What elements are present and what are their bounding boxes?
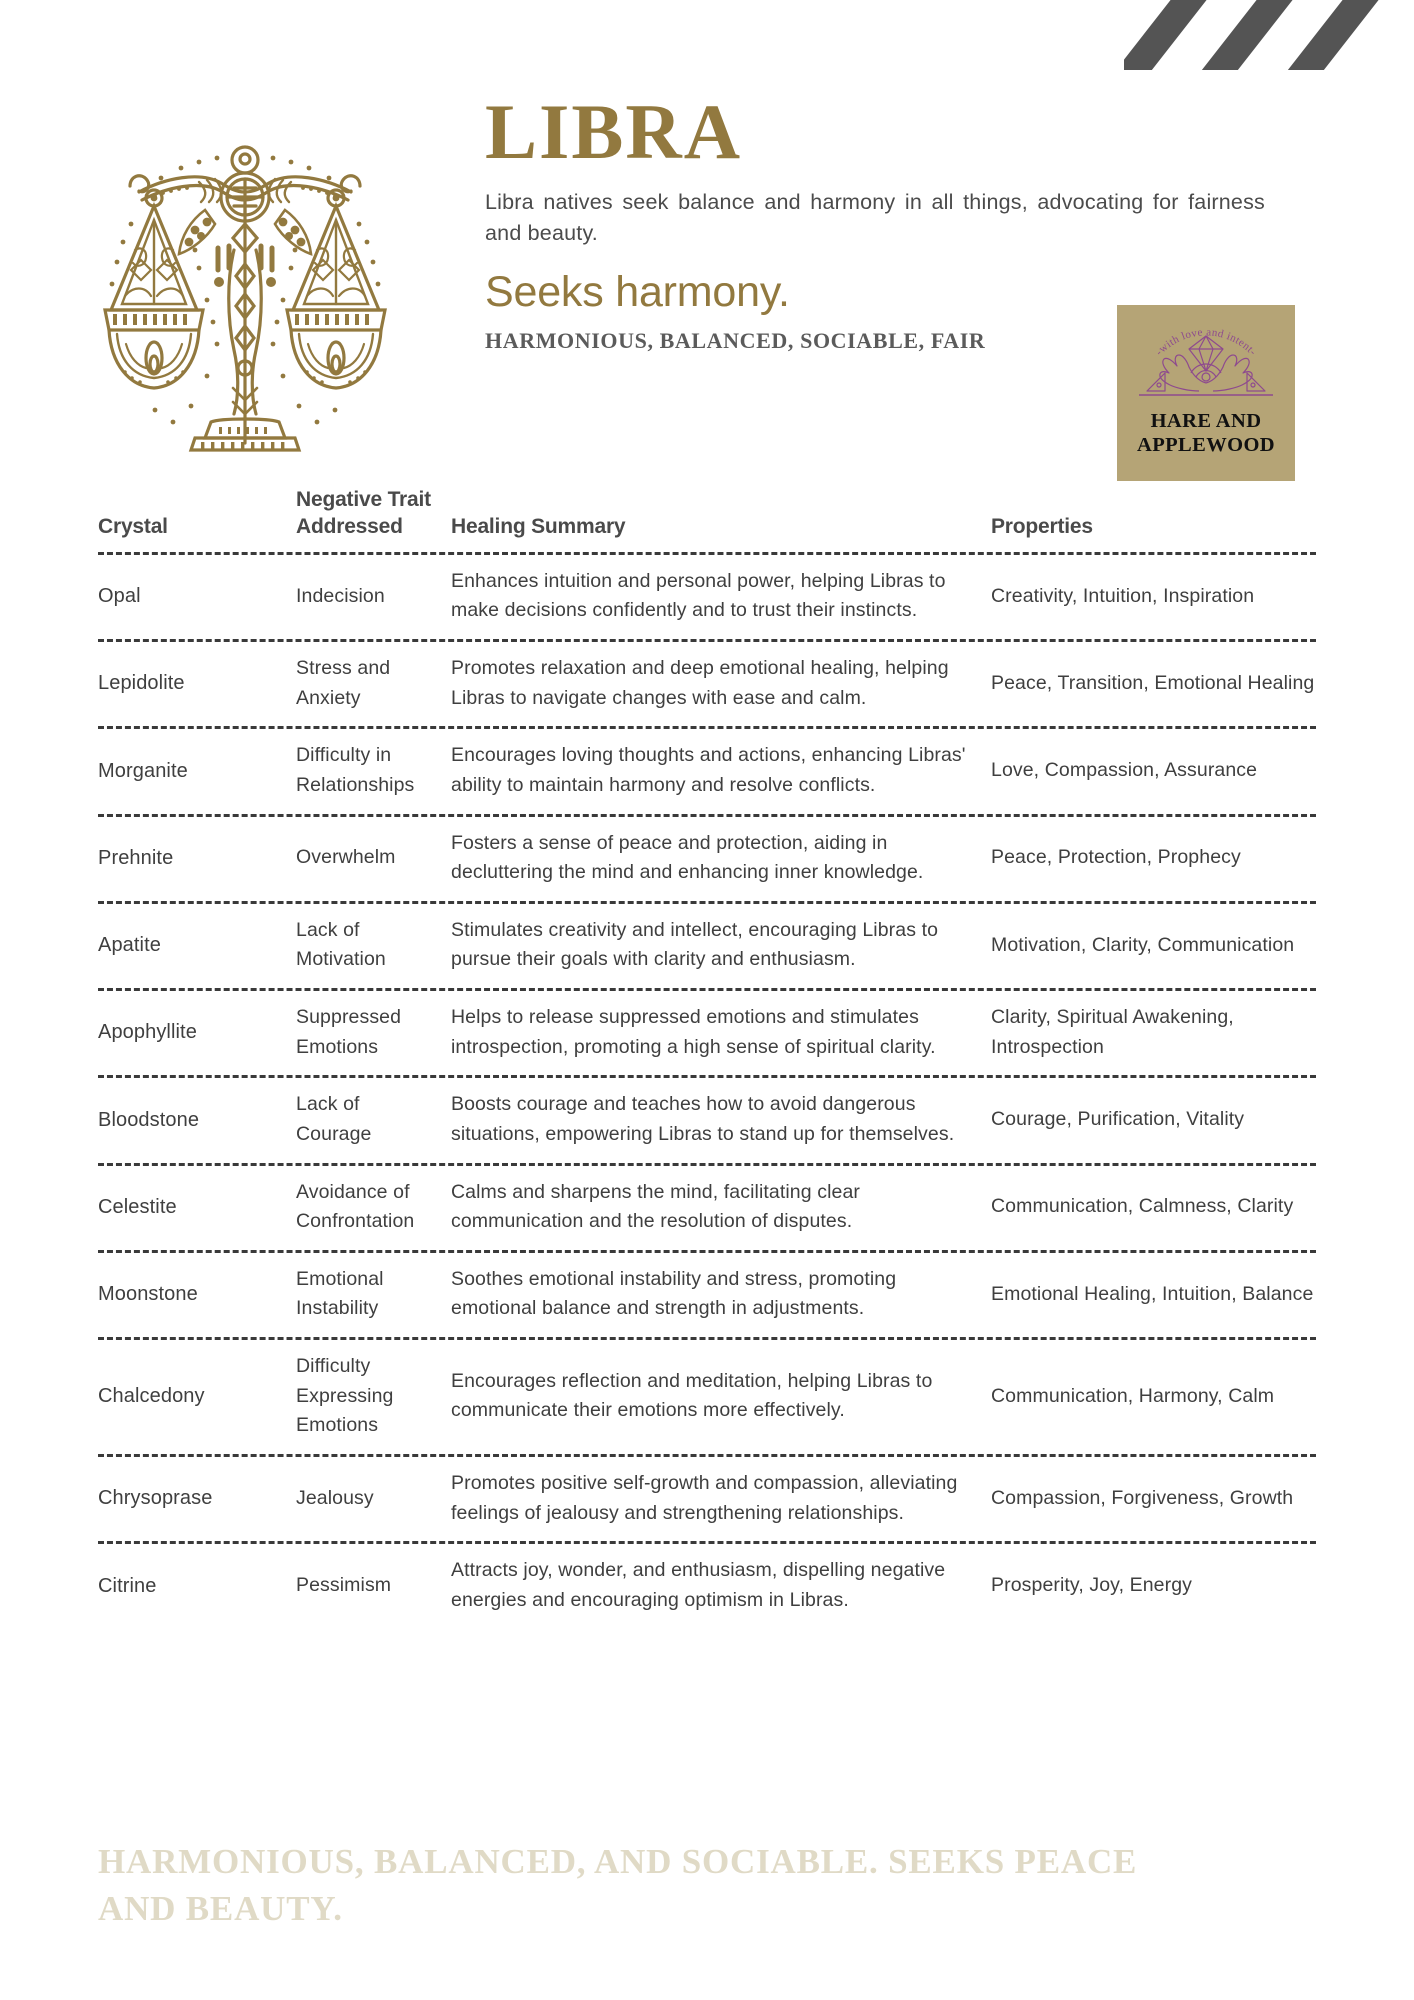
column-header-negative-trait: Negative Trait Addressed [296,488,431,538]
cell-crystal: Citrine [98,1574,157,1597]
cell-negative-trait: Lack of Motivation [296,918,386,971]
cell-properties: Prosperity, Joy, Energy [991,1573,1192,1596]
cell-properties: Communication, Harmony, Calm [991,1384,1275,1407]
hands-holding-gem-icon [1117,311,1295,415]
brand-logo [1117,305,1295,481]
cell-healing-summary: Encourages loving thoughts and actions, enhancing Libras' ability to maintain harmony and resolve conflicts. [451,744,966,796]
table-header-row [98,487,1316,555]
brand-name-line2: APPLEWOOD [1137,434,1275,457]
libra-scales-ornate-icon [95,138,395,456]
cell-negative-trait: Jealousy [296,1486,374,1509]
cell-healing-summary: Promotes relaxation and deep emotional healing, helping Libras to navigate changes with ease and calm. [451,657,949,709]
zodiac-traits: HARMONIOUS, BALANCED, SOCIABLE, FAIR [485,328,986,354]
cell-properties: Compassion, Forgiveness, Growth [991,1486,1294,1509]
table-row [98,991,1316,1078]
column-header-healing-summary: Healing Summary [451,514,626,538]
crystal-table [98,487,1316,1628]
cell-properties: Peace, Protection, Prophecy [991,846,1241,869]
cell-properties: Peace, Transition, Emotional Healing [991,671,1315,694]
cell-properties: Courage, Purification, Vitality [991,1108,1245,1131]
header [0,0,1414,470]
cell-crystal: Apatite [98,934,161,957]
cell-healing-summary: Helps to release suppressed emotions and stimulates introspection, promoting a high sense of spiritual clarity. [451,1006,936,1058]
footer-line-2: AND BEAUTY. [98,1889,343,1929]
cell-properties: Love, Compassion, Assurance [991,759,1258,782]
cell-negative-trait: Difficulty in Relationships [296,744,415,796]
cell-negative-trait: Overwhelm [296,846,396,869]
cell-negative-trait: Stress and Anxiety [296,657,391,709]
cell-healing-summary: Fosters a sense of peace and protection, aiding in decluttering the mind and enhancing inner knowledge. [451,831,924,884]
cell-healing-summary: Boosts courage and teaches how to avoid dangerous situations, empowering Libras to stand up for themselves. [451,1093,955,1145]
zodiac-tagline: Seeks harmony. [485,268,790,317]
cell-properties: Creativity, Intuition, Inspiration [991,584,1255,607]
cell-crystal: Opal [98,585,141,608]
cell-negative-trait: Emotional Instability [296,1267,384,1320]
table-row [98,1078,1316,1165]
cell-properties: Emotional Healing, Intuition, Balance [991,1282,1314,1305]
brand-name-line1: HARE AND [1150,410,1262,432]
brand-motto: -with love and intent- [1153,326,1259,359]
cell-properties: Motivation, Clarity, Communication [991,933,1295,956]
table-row [98,1544,1316,1628]
cell-healing-summary: Encourages reflection and meditation, helping Libras to communicate their emotions more effectively. [451,1369,933,1422]
cell-healing-summary: Enhances intuition and personal power, helping Libras to make decisions confidently and to trust their instincts. [451,569,946,622]
table-row [98,904,1316,991]
cell-negative-trait: Lack of Courage [296,1093,372,1145]
cell-healing-summary: Attracts joy, wonder, and enthusiasm, dispelling negative energies and encouraging optimism in Libras. [451,1559,946,1611]
column-header-properties: Properties [991,514,1093,538]
footer-line-1: HARMONIOUS, BALANCED, AND SOCIABLE. SEEKS PEACE [98,1842,1138,1881]
cell-negative-trait: Pessimism [296,1573,392,1596]
zodiac-description: Libra natives seek balance and harmony in all things, advocating for fairness and beauty. [485,190,1265,245]
cell-crystal: Lepidolite [98,672,185,695]
column-header-crystal: Crystal [98,514,168,538]
svg-text:-with love and intent- [1153,326,1258,358]
cell-negative-trait: Difficulty Expressing Emotions [296,1355,394,1437]
cell-crystal: Celestite [98,1195,177,1218]
cell-healing-summary: Promotes positive self-growth and compassion, alleviating feelings of jealousy and strengthening relationships. [451,1471,958,1524]
cell-crystal: Chalcedony [98,1385,205,1408]
cell-crystal: Moonstone [98,1283,198,1306]
cell-crystal: Prehnite [98,846,174,869]
cell-properties: Communication, Calmness, Clarity [991,1195,1294,1218]
table-row [98,642,1316,729]
cell-properties: Clarity, Spiritual Awakening, Introspection [991,1006,1234,1058]
cell-healing-summary: Soothes emotional instability and stress, promoting emotional balance and strength in adjustments. [451,1267,897,1320]
table-row [98,1253,1316,1340]
table-row [98,729,1316,816]
table-row [98,1166,1316,1253]
footer-slogan [98,1838,1328,1933]
cell-crystal: Morganite [98,759,188,782]
cell-crystal: Chrysoprase [98,1487,213,1510]
table-row [98,817,1316,904]
cell-negative-trait: Suppressed Emotions [296,1006,402,1058]
table-row [98,1457,1316,1544]
table-row [98,1340,1316,1457]
brand-name [1117,409,1295,457]
cell-negative-trait: Indecision [296,584,385,607]
cell-healing-summary: Calms and sharpens the mind, facilitating clear communication and the resolution of disputes. [451,1180,860,1233]
cell-crystal: Bloodstone [98,1108,200,1131]
cell-negative-trait: Avoidance of Confrontation [296,1180,415,1233]
table-row [98,555,1316,642]
cell-crystal: Apophyllite [98,1021,197,1044]
cell-healing-summary: Stimulates creativity and intellect, encouraging Libras to pursue their goals with clarity and enthusiasm. [451,918,939,971]
page-title: LIBRA [485,88,743,175]
